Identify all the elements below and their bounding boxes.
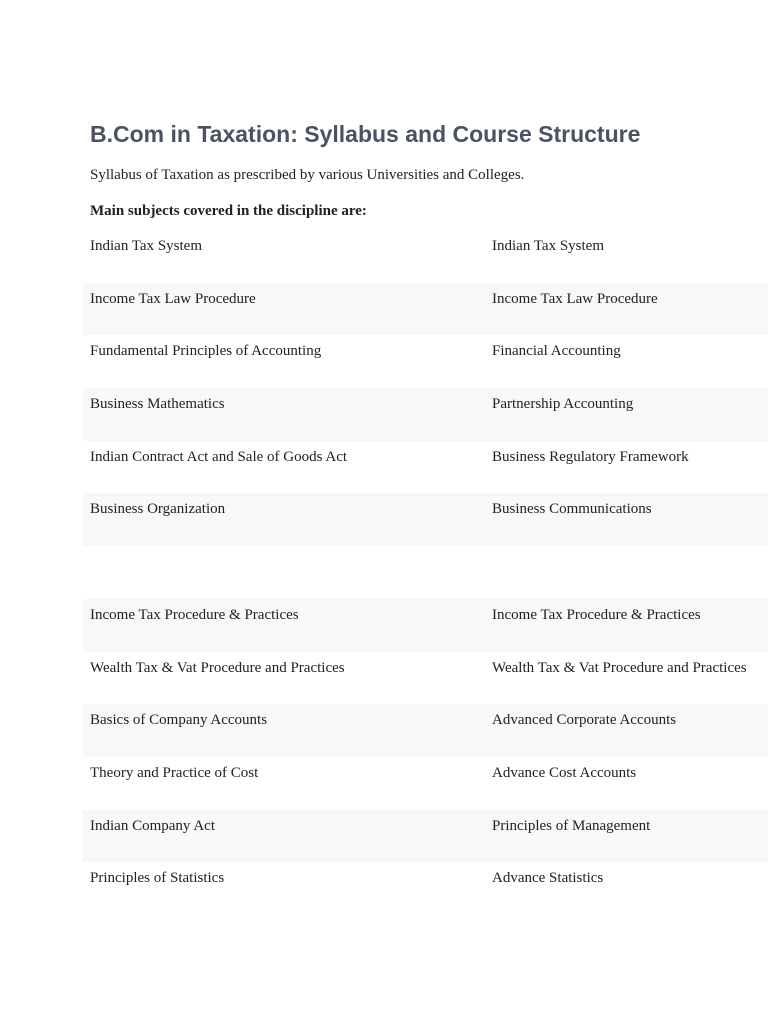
subject-cell: Income Tax Law Procedure (492, 290, 658, 307)
table-row (83, 599, 768, 652)
subject-cell: Financial Accounting (492, 343, 621, 360)
subject-cell: Business Mathematics (90, 396, 225, 413)
table-row (83, 283, 768, 336)
subject-cell: Advance Cost Accounts (492, 764, 637, 781)
intro-paragraph: Syllabus of Taxation as prescribed by various Universities and Colleges. (90, 167, 525, 183)
subject-cell: Partnership Accounting (492, 396, 634, 413)
page-title: B.Com in Taxation: Syllabus and Course Structure (90, 121, 641, 147)
table-row-spacer (83, 546, 768, 599)
subject-cell: Fundamental Principles of Accounting (90, 343, 322, 360)
subject-cell: Theory and Practice of Cost (90, 764, 259, 781)
subject-cell: Business Regulatory Framework (492, 448, 689, 465)
table-row (83, 230, 768, 283)
subject-cell: Income Tax Law Procedure (90, 290, 256, 307)
subject-cell: Wealth Tax & Vat Procedure and Practices (90, 659, 345, 676)
subject-cell: Business Organization (90, 501, 226, 518)
subjects-subheading: Main subjects covered in the discipline are: (90, 203, 367, 219)
table-row (83, 704, 768, 757)
subject-cell: Indian Company Act (90, 817, 215, 834)
subject-cell: Indian Contract Act and Sale of Goods Act (90, 448, 348, 465)
subject-cell: Advanced Corporate Accounts (492, 712, 677, 729)
subject-cell: Indian Tax System (492, 238, 604, 254)
table-row (83, 493, 768, 546)
subject-cell: Basics of Company Accounts (90, 712, 268, 729)
subject-cell: Income Tax Procedure & Practices (90, 606, 299, 623)
subject-cell: Advance Statistics (492, 870, 604, 887)
table-row (83, 810, 768, 863)
table-row (83, 441, 768, 494)
subject-cell: Business Communications (492, 501, 652, 518)
subject-cell: Principles of Management (492, 817, 651, 834)
subject-cell: Income Tax Procedure & Practices (492, 606, 701, 623)
table-row (83, 388, 768, 441)
subject-cell: Wealth Tax & Vat Procedure and Practices (492, 659, 747, 676)
table-row (83, 652, 768, 705)
subjects-table (83, 230, 768, 915)
table-row (83, 862, 768, 915)
subject-cell: Principles of Statistics (90, 870, 225, 887)
table-row (83, 757, 768, 810)
subject-cell: Indian Tax System (90, 238, 202, 254)
table-row (83, 335, 768, 388)
